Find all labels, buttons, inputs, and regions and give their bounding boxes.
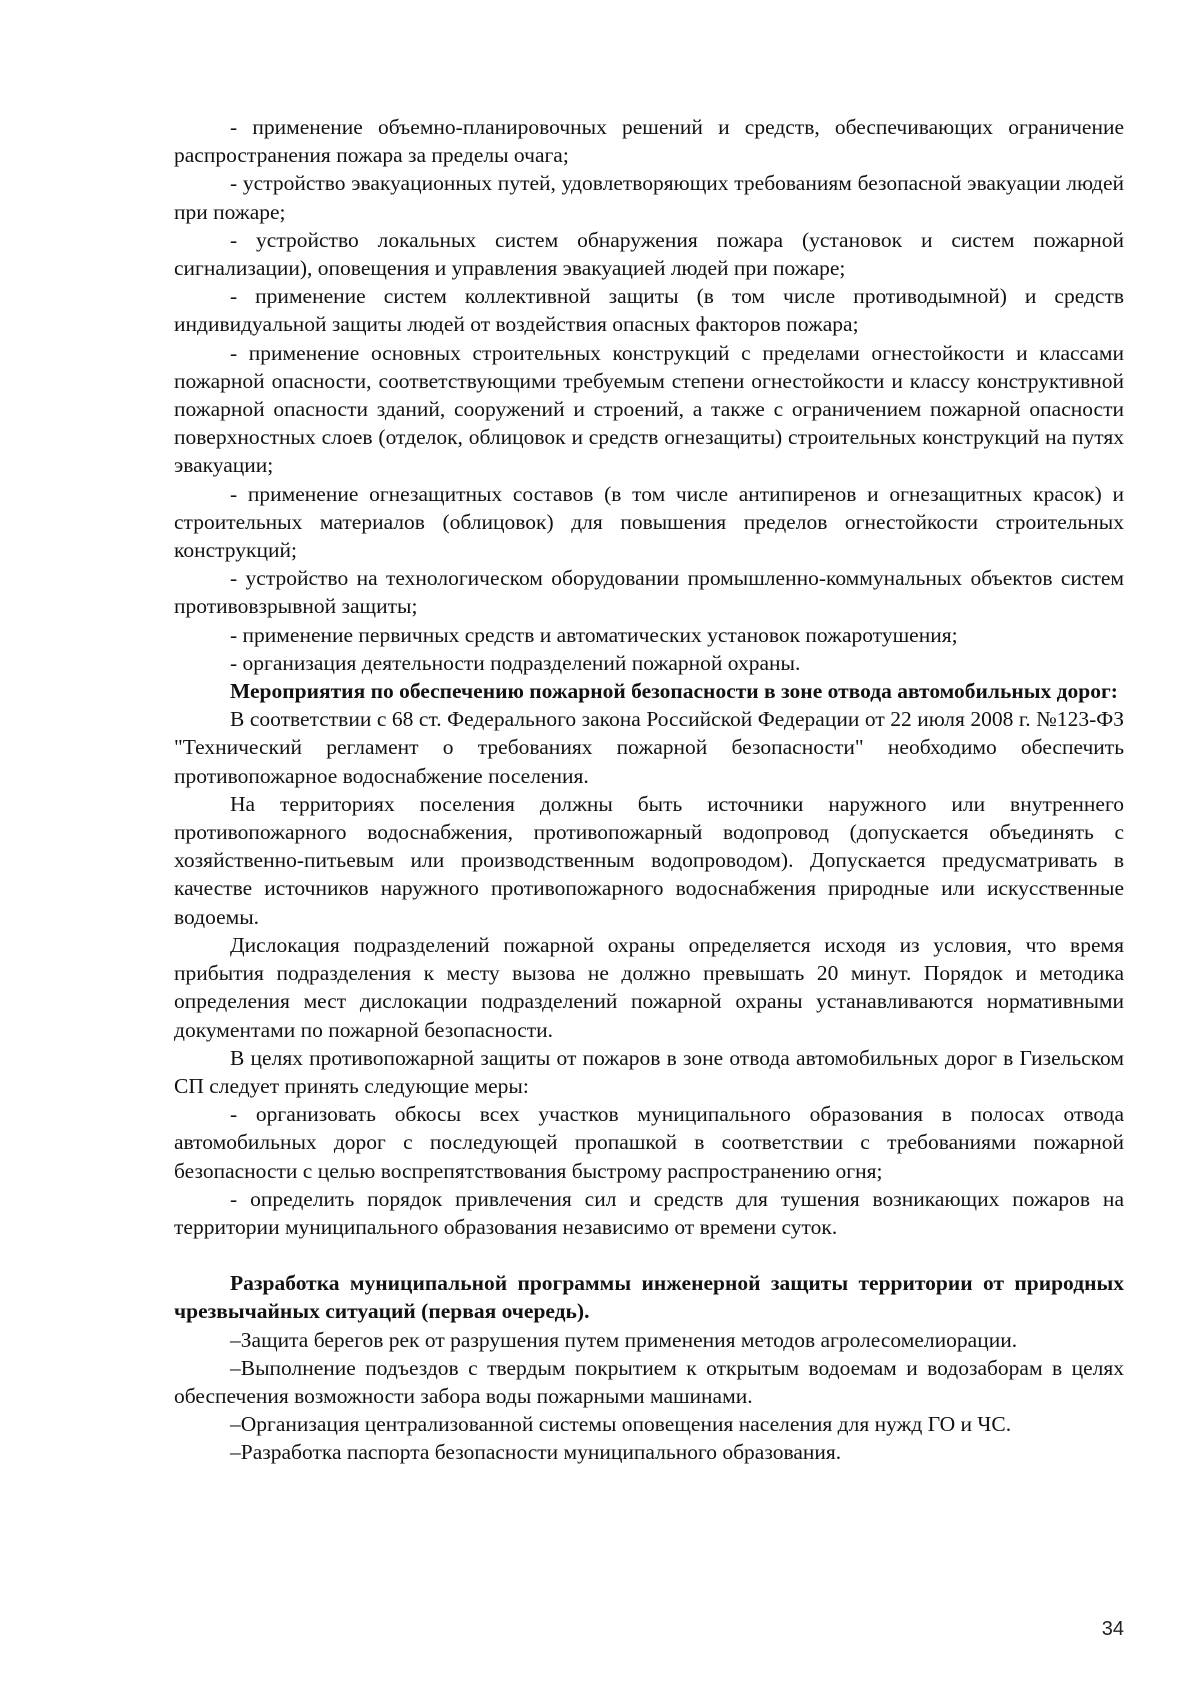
list-item: –Защита берегов рек от разрушения путем применения методов агролесомелиорации.	[230, 1327, 1018, 1352]
page-number: 34	[1101, 1618, 1124, 1640]
paragraph: Дислокация подразделений пожарной охраны определяется исходя из условия, что время прибытия подразделения к месту вызова не должно превышать 20 минут. Порядок и методика определения мест дислокации подразделений пожарной охраны устанавливаются нормативными документами по пожарной безопасности.	[174, 932, 1124, 1042]
list-item: - применение систем коллективной защиты (в том числе противодымной) и средств индивидуальной защиты людей от воздействия опасных факторов пожара;	[174, 284, 1124, 337]
list-item: –Организация централизованной системы оповещения населения для нужд ГО и ЧС.	[230, 1412, 1012, 1437]
list-item: - применение объемно-планировочных решений и средств, обеспечивающих ограничение распространения пожара за пределы очага;	[174, 115, 1124, 168]
list-item: - устройство эвакуационных путей, удовлетворяющих требованиям безопасной эвакуации людей при пожаре;	[174, 171, 1124, 224]
section-heading-roads: Мероприятия по обеспечению пожарной безопасности в зоне отвода автомобильных дорог:	[230, 679, 1118, 704]
paragraph: На территориях поселения должны быть источники наружного или внутреннего противопожарного водоснабжения, противопожарный водопровод (допускается объединять с хозяйственно-питьевым или производственным водопроводом). Допускается предусматривать в качестве источников наружного противопожарного водоснабжения природные или искусственные водоемы.	[174, 791, 1124, 929]
list-item: - устройство на технологическом оборудовании промышленно-коммунальных объектов систем противовзрывной защиты;	[174, 566, 1124, 619]
section-spacer	[174, 1241, 1124, 1269]
list-item: –Разработка паспорта безопасности муниципального образования.	[230, 1440, 842, 1465]
list-item: - применение огнезащитных составов (в том числе антипиренов и огнезащитных красок) и строительных материалов (облицовок) для повышения пределов огнестойкости строительных конструкций;	[174, 481, 1124, 563]
paragraph: В целях противопожарной защиты от пожаров в зоне отвода автомобильных дорог в Гизельском СП следует принять следующие меры:	[174, 1045, 1124, 1098]
list-item: - применение первичных средств и автоматических установок пожаротушения;	[230, 622, 958, 647]
paragraph: В соответствии с 68 ст. Федерального закона Российской Федерации от 22 июля 2008 г. №123-ФЗ "Технический регламент о требованиях пожарной безопасности" необходимо обеспечить противопожарное водоснабжение поселения.	[174, 707, 1124, 788]
list-item: - устройство локальных систем обнаружения пожара (установок и систем пожарной сигнализации), оповещения и управления эвакуацией людей при пожаре;	[174, 227, 1124, 281]
list-item: - применение основных строительных конструкций с пределами огнестойкости и классами пожарной опасности, соответствующими требуемым степени огнестойкости и классу конструктивной пожарной опасности зданий, сооружений и строений, а также с ограничением пожарной опасности поверхностных слоев (отделок, облицовок и средств огнезащиты) строительных конструкций на путях эвакуации;	[174, 340, 1124, 478]
document-body	[174, 113, 1124, 1467]
list-item: - организовать обкосы всех участков муниципального образования в полосах отвода автомобильных дорог с последующей пропашкой в соответствии с требованиями пожарной безопасности с целью воспрепятствования быстрому распространению огня;	[174, 1102, 1124, 1183]
list-item: - определить порядок привлечения сил и средств для тушения возникающих пожаров на территории муниципального образования независимо от времени суток.	[174, 1186, 1124, 1239]
list-item: - организация деятельности подразделений пожарной охраны.	[230, 650, 801, 675]
list-item: –Выполнение подъездов с твердым покрытием к открытым водоемам и водозаборам в целях обеспечения возможности забора воды пожарными машинами.	[174, 1355, 1124, 1408]
section-heading-program: Разработка муниципальной программы инженерной защиты территории от природных чрезвычайных ситуаций (первая очередь).	[174, 1271, 1124, 1324]
